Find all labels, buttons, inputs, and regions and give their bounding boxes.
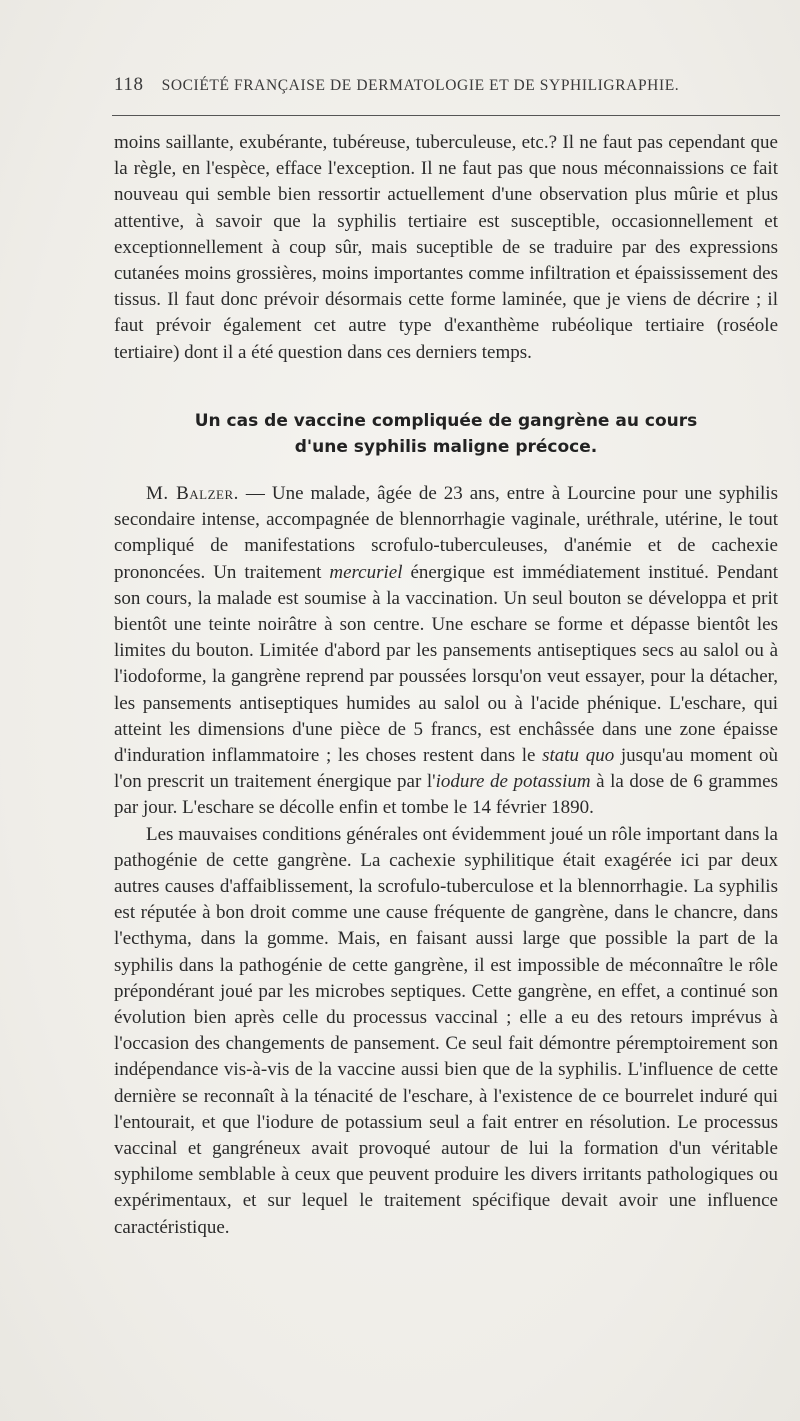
running-title: SOCIÉTÉ FRANÇAISE DE DERMATOLOGIE ET DE SYPHILIGRAPHIE. [161,77,680,94]
article-body [114,481,778,1241]
running-head [114,74,724,96]
paragraph-1-emphasis-mercuriel: mercuriel [329,561,403,583]
article-title [114,408,778,460]
paragraph-1-emphasis-iodure: iodure de potassium [435,771,591,793]
paragraph-1-text-a: — Une malade, âgée de 23 ans, entre à Lourcine pour une syphilis secondaire intense, accompagnée de blennorrhagie vaginale, uréthrale, utérine, le tout compliqué de manifestations scrofulo-tuberculeuses, d'anémie et de cachexie prononcées. Un traitement [114,483,778,583]
article-title-line-2: d'une syphilis maligne précoce. [294,437,598,457]
article-paragraph-1 [114,481,778,822]
article-paragraph-2: Les mauvaises conditions générales ont évidemment joué un rôle important dans la pathogénie de cette gangrène. La cachexie syphilitique était exagérée ici par deux autres causes d'affaiblissement, la scrofulo-tuberculose et la blennorrhagie. La syphilis est réputée à bon droit comme une cause fréquente de gangrène, dans le chancre, dans l'ecthyma, dans la gomme. Mais, en faisant aussi large que possible la part de la syphilis dans la pathogénie de cette gangrène, il est impossible de méconnaître le rôle prépondérant joué par les microbes septiques. Cette gangrène, en effet, a continué son évolution bien après celle du processus vaccinal ; elle a eu des retours imprévus à l'occasion des changements de pansement. Ce seul fait démontre péremptoirement son indépendance vis-à-vis de la vaccine aussi bien que de la syphilis. L'influence de cette dernière se reconnaît à la ténacité de l'eschare, à l'existence de ce bourrelet induré qui l'entourait, et que l'iodure de potassium seul a fait entrer en résolution. Le processus vaccinal et gangréneux avait provoqué autour de lui la formation d'un véritable syphilome semblable à ceux que peuvent produire les divers irritants pathologiques ou expérimentaux, et sur lequel le traitement spécifique devait avoir une influence caractéristique. [114,823,778,1238]
header-rule [112,115,780,116]
paragraph-1-text-b: énergique est immédiatement institué. Pendant son cours, la malade est soumise à la vaccination. Un seul bouton se développa et prit bientôt une teinte noirâtre à son centre. Une eschare se forme et dépasse bientôt les limites du bouton. Limitée d'abord par les pansements antiseptiques secs au salol ou à l'iodoforme, la gangrène reprend par poussées lorsqu'on veut essayer, pour la détacher, les pansements antiseptiques humides au salol ou à l'acide phénique. L'eschare, qui atteint les dimensions d'une pièce de 5 francs, est enchâssée dans une zone épaisse d'induration inflammatoire ; les choses restent dans le [114,561,778,767]
article-title-line-1: Un cas de vaccine compliquée de gangrène au cours [194,411,698,431]
continuation-paragraph: moins saillante, exubérante, tubéreuse, tuberculeuse, etc.? Il ne faut pas cependant que la règle, en l'espèce, efface l'exception. Il ne faut pas que nous méconnaissions ce fait nouveau qui semble bien ressortir actuellement d'une observation plus mûrie et plus attentive, à savoir que la syphilis tertiaire est susceptible, occasionnellement et exceptionnellement à coup sûr, mais suceptible de se traduire par des expressions cutanées moins grossières, moins importantes comme infiltration et épaississement des tissus. Il faut donc prévoir désormais cette forme laminée, que je viens de décrire ; il faut prévoir également cet autre type d'exanthème rubéolique tertiaire (roséole tertiaire) dont il a été question dans ces derniers temps. [114,132,778,363]
paragraph-1-text-c: jusqu'au moment où l'on prescrit un traitement énergique par l' [114,745,778,793]
paragraph-1-emphasis-statu-quo: statu quo [542,745,615,767]
author-name: M. Balzer. [146,483,239,504]
continuation-block [114,130,778,366]
paragraph-1-text-d: à la dose de 6 grammes par jour. L'eschare se décolle enfin et tombe le 14 février 1890. [114,771,778,819]
page-number: 118 [114,74,144,95]
